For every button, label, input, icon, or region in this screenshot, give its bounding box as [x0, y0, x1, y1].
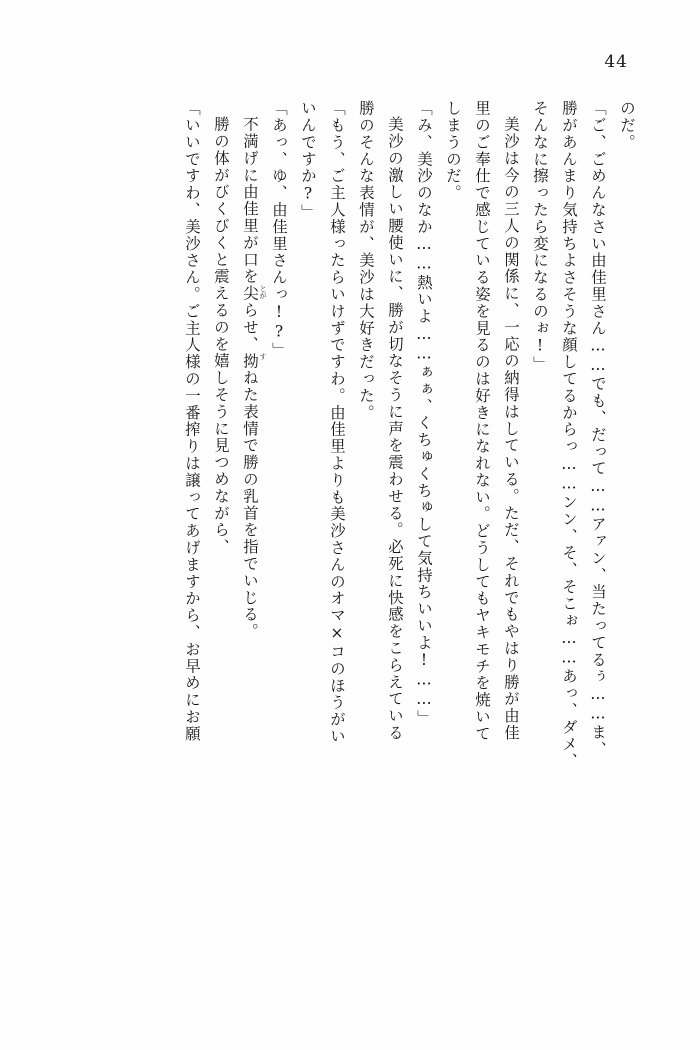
text-line: 「もう、ご主人様ったらいけずですわ。由佳里よりも美沙さんのオマ×コのほうがい	[328, 100, 346, 745]
ruby-text: とが	[259, 285, 267, 299]
text-line: 勝のそんな表情が、美沙は大好きだった。	[357, 100, 375, 422]
text-line: のだ。	[618, 100, 636, 151]
text-line: 「いいですわ、美沙さん。ご主人様の一番搾りは譲ってあげますから、お早めにお願	[183, 100, 201, 743]
text-line: いんですか?」	[299, 100, 317, 221]
text-line: 「み、美沙のなか……熱いよ……ぁぁ、くちゅくちゅして気持ちいいよ!……」	[415, 100, 433, 727]
ruby-text: す	[259, 352, 267, 360]
text-line: 「あっ、ゆ、由佳里さんっ!?」	[270, 100, 288, 359]
page-number: 44	[604, 52, 628, 72]
text-line: しまうのだ。	[444, 100, 462, 202]
text-line: 美沙は今の三人の関係に、一応の納得はしている。ただ、それでもやはり勝が由佳	[502, 116, 520, 742]
ruby-base: 拗 す	[241, 352, 267, 370]
vertical-text-body	[66, 100, 634, 998]
text-line: 「ご、ごめんなさい由佳里さん……でも、だって……アァン、当たってるぅ……ま、	[589, 100, 607, 758]
text-line: 勝があんまり気持ちよさそうな顔してるからっ……ンン、そ、そこぉ……あっ、ダメ、	[560, 100, 578, 770]
ruby-base: 尖 とが	[241, 285, 267, 302]
text-line: そんなに擦ったら変になるのぉ!」	[531, 100, 549, 373]
text-line: 里のご奉仕で感じている姿を見るのは好きになれない。どうしてもヤキモチを焼いて	[473, 100, 491, 743]
text-line: 美沙の激しい腰使いに、勝が切なそうに声を震わせる。必死に快感をこらえている	[386, 116, 404, 742]
text-line: 勝の体がびくびくと震えるのを嬉しそうに見つめながら、	[212, 116, 230, 556]
text-line: 不満げに由佳里が口を尖 とが らせ、拗 す ねた表情で勝の乳首を指でいじる。	[241, 116, 267, 640]
